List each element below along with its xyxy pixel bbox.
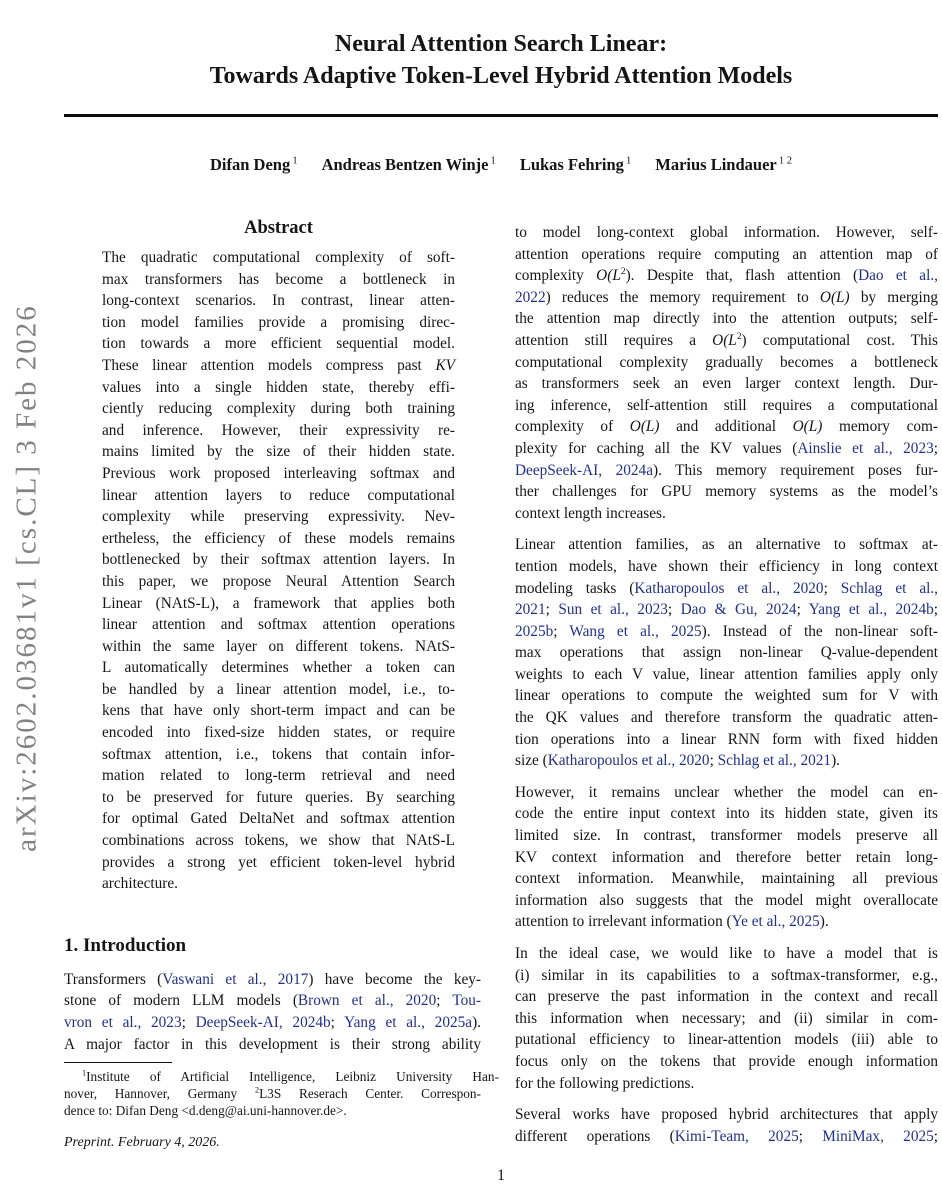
text-line — [515, 685, 938, 707]
footnote-block — [64, 1062, 499, 1151]
text-segment: ; — [933, 601, 938, 619]
text-line — [515, 578, 938, 600]
text-line — [515, 868, 938, 890]
text-segment: linear operations to compute the weighted sum for V with — [515, 687, 938, 705]
text-line — [102, 420, 455, 442]
text-segment: ; — [798, 1127, 823, 1145]
text-segment: linear attention and softmax attention operations — [102, 616, 455, 634]
text-segment: and additional — [659, 418, 793, 436]
text-line — [515, 556, 938, 578]
text-segment: tion operations into a linear RNN form with fixed hidden — [515, 730, 938, 748]
text-segment: Previous work proposed interleaving softmax and — [102, 464, 455, 482]
text-segment: to model long-context global information. However, self- — [515, 224, 938, 241]
paragraph — [515, 943, 938, 1094]
text-segment: KV context information and therefore better retain long- — [515, 848, 938, 866]
text-line — [102, 873, 455, 895]
text-segment: ). This memory requirement poses fur- — [653, 461, 939, 479]
text-line — [515, 330, 938, 352]
text-segment: (i) similar in its capabilities to a softmax-transformer, e.g., — [515, 966, 938, 984]
text-segment: ther challenges for GPU memory systems as the model’s — [515, 483, 938, 501]
text-segment: ; — [667, 601, 681, 619]
text-segment: stone of modern LLM models ( — [64, 992, 298, 1010]
text-segment: complexity of — [515, 418, 630, 436]
citation-link[interactable]: Katharopoulos et al., 2020 — [634, 579, 824, 597]
text-line — [515, 1029, 938, 1051]
text-segment: ) have become the key- — [308, 970, 482, 988]
text-line — [64, 1102, 481, 1119]
text-segment: ; — [933, 1127, 939, 1145]
text-segment: ; — [330, 1014, 345, 1031]
text-segment: bottlenecked by their softmax attention layers. In — [102, 551, 455, 569]
text-line — [515, 438, 938, 460]
text-line — [515, 1104, 938, 1126]
citation-link[interactable]: vron et al., 2023 — [64, 1014, 182, 1031]
text-segment: information also suggests that the model might overallocate — [515, 891, 938, 909]
citation-link[interactable]: Dao et al., — [858, 267, 938, 285]
citation-link[interactable]: Tou- — [452, 992, 481, 1010]
text-segment: this information when necessary; and (ii) similar in com- — [515, 1009, 938, 1027]
text-segment: O(L — [596, 267, 621, 285]
text-line — [102, 549, 455, 571]
text-segment: ; — [553, 622, 570, 640]
text-segment: complexity — [515, 267, 597, 285]
text-segment: encoded into fixed-size hidden states, or require — [102, 724, 455, 742]
text-segment: ; — [436, 992, 453, 1010]
footnote-rule — [64, 1062, 172, 1063]
text-segment: limited size. In contrast, transformer models preserve all — [515, 827, 938, 845]
text-line — [515, 287, 938, 309]
citation-link[interactable]: Katharopoulos et al., 2020 — [547, 752, 710, 770]
paper-title-line1: Neural Attention Search Linear: — [334, 31, 668, 57]
text-line — [515, 352, 938, 374]
text-segment: be handled by a linear attention model, i.e., to- — [102, 680, 455, 698]
text-line — [64, 990, 481, 1012]
text-line — [64, 1034, 481, 1056]
abstract-heading: Abstract — [244, 218, 313, 238]
text-segment: ). — [819, 913, 829, 931]
text-segment: linear attention layers to reduce computational — [102, 486, 455, 504]
text-line — [515, 965, 938, 987]
left-column — [64, 216, 481, 1055]
text-segment: dence to: Difan Deng <d.deng@ai.uni-hannover.de>. — [64, 1103, 347, 1119]
author-name: Lukas Fehring $^1$ — [519, 155, 632, 174]
text-segment: 2 — [620, 267, 626, 278]
text-line — [515, 1126, 938, 1148]
paragraph — [515, 1104, 938, 1147]
text-segment: ertheless, the efficiency of these models remains — [102, 529, 455, 547]
text-segment: provides a strong yet efficient token-level hybrid — [102, 853, 455, 871]
text-segment: the QK values and therefore transform the quadratic atten- — [515, 709, 938, 727]
text-line — [102, 398, 455, 420]
text-line — [515, 481, 938, 503]
text-segment: computational complexity gradually becomes a bottleneck — [515, 353, 938, 371]
text-segment: ) reduces the memory requirement to — [545, 288, 820, 306]
text-line — [515, 1073, 938, 1095]
citation-link[interactable]: MiniMax, 2025 — [822, 1127, 934, 1145]
text-segment: Linear (NAtS-L), a framework that applies both — [102, 594, 455, 612]
text-line — [515, 782, 938, 804]
text-segment: Institute of Artificial Intelligence, Leibniz University Han- — [86, 1069, 499, 1084]
text-line — [64, 1068, 499, 1085]
text-segment: However, it remains unclear whether the model can en- — [515, 783, 938, 801]
citation-link[interactable]: 2022 — [515, 288, 546, 306]
author-affiliation-sup: 1 — [623, 155, 632, 167]
text-line — [515, 707, 938, 729]
text-segment: ciently reducing complexity during both training — [102, 400, 455, 418]
paragraph — [515, 782, 938, 933]
text-line — [515, 621, 938, 643]
text-segment: ). Instead of the non-linear soft- — [701, 622, 938, 640]
text-segment: as transformers seek an even larger context length. Dur- — [515, 375, 938, 393]
paragraph — [515, 222, 938, 524]
text-line — [102, 679, 455, 701]
text-segment: context length increases. — [515, 504, 666, 522]
text-segment: The quadratic computational complexity of soft- — [102, 249, 455, 266]
text-line — [515, 265, 938, 287]
text-segment: combinations across tokens, we show that NAtS-L — [102, 832, 455, 850]
text-segment: within the same layer on different tokens. NAtS- — [102, 637, 455, 655]
citation-link[interactable]: Yang et al., 2024b — [808, 601, 934, 619]
text-line — [102, 377, 455, 399]
text-line — [64, 969, 481, 991]
title-rule — [64, 114, 938, 117]
text-line — [102, 765, 455, 787]
text-segment: by merging — [849, 288, 938, 306]
text-segment: ; — [545, 601, 559, 619]
text-segment: ing inference, self-attention still requires a computational — [515, 396, 938, 414]
right-column — [515, 222, 938, 1147]
text-line — [102, 614, 455, 636]
text-segment: max transformers has become a bottleneck in — [102, 270, 455, 288]
text-segment: mation related to long-term retrieval and need — [102, 767, 455, 785]
text-line — [515, 503, 938, 525]
text-segment: ; — [181, 1014, 196, 1031]
text-segment: O(L — [712, 331, 737, 349]
text-segment: complexity while preserving expressivity. Nev- — [102, 508, 455, 526]
paper-title-line2: Towards Adaptive Token-Level Hybrid Attention Models — [209, 63, 793, 89]
text-line — [515, 911, 938, 933]
text-line — [102, 787, 455, 809]
text-segment: memory com- — [822, 418, 938, 436]
text-line — [102, 808, 455, 830]
text-segment: kens that have only short-term impact and can be — [102, 702, 455, 720]
text-segment: modeling tasks ( — [515, 579, 635, 597]
text-segment: O(L) — [819, 288, 850, 306]
citation-link[interactable]: 2025b — [515, 622, 554, 640]
text-segment: the attention map directly into the attention outputs; self- — [515, 310, 938, 328]
text-line — [515, 222, 938, 244]
text-line — [102, 852, 455, 874]
text-line — [515, 373, 938, 395]
text-segment: for the following predictions. — [515, 1074, 695, 1092]
author-name: Difan Deng $^1$ — [210, 155, 298, 174]
text-line — [102, 722, 455, 744]
text-line — [515, 534, 938, 556]
text-line — [102, 333, 455, 355]
text-segment: softmax attention, i.e., tokens that contain infor- — [102, 745, 455, 763]
citation-link[interactable]: Brown et al., 2020 — [297, 992, 437, 1010]
text-segment: L3S Reserach Center. Correspon- — [259, 1086, 481, 1102]
text-segment: mains limited by the size of their hidden state. — [102, 443, 455, 461]
author-name: Andreas Bentzen Winje $^1$ — [321, 155, 496, 174]
text-line — [515, 416, 938, 438]
text-segment: attention operations require computing an attention map of — [515, 245, 938, 263]
paragraph — [515, 534, 938, 772]
text-line — [102, 593, 455, 615]
citation-link[interactable]: Schlag et al., 2021 — [717, 752, 832, 770]
citation-link[interactable]: Vaswani et al., 2017 — [162, 970, 309, 988]
text-line — [102, 269, 455, 291]
text-line — [102, 744, 455, 766]
text-segment: L automatically determines whether a token can — [102, 659, 455, 677]
text-line — [102, 485, 455, 507]
text-segment: tion towards a more efficient sequential model. — [102, 335, 455, 353]
text-line — [515, 395, 938, 417]
text-segment: and inference. However, their expressivity re- — [102, 421, 455, 439]
text-segment: ). — [472, 1014, 481, 1031]
author-list — [64, 155, 938, 175]
text-segment: for optimal Gated DeltaNet and softmax attention — [102, 810, 455, 828]
text-segment: Several works have proposed hybrid architectures that apply — [515, 1106, 938, 1124]
text-segment: can preserve the past information in the context and recall — [515, 988, 938, 1006]
text-line — [102, 657, 455, 679]
arxiv-watermark: arXiv:2602.03681v1 [cs.CL] 3 Feb 2026 — [10, 304, 43, 852]
citation-link[interactable]: Sun et al., 2023 — [558, 601, 668, 619]
text-segment: ). Despite that, flash attention ( — [625, 267, 859, 285]
text-segment: 1 — [82, 1068, 87, 1078]
author-affiliation-sup: 1 — [290, 155, 298, 167]
author-name: Marius Lindauer $^{1 2}$ — [655, 155, 792, 174]
text-segment: plexity for caching all the KV values ( — [515, 439, 798, 457]
section-heading-introduction: 1. Introduction — [64, 934, 187, 956]
text-segment: ; — [709, 752, 718, 770]
citation-link[interactable]: Kimi-Team, 2025 — [674, 1127, 799, 1145]
introduction-paragraph — [64, 969, 481, 1055]
text-segment: long-context scenarios. In contrast, linear atten- — [102, 292, 455, 310]
text-segment: to be preserved for future queries. By searching — [102, 788, 455, 806]
text-line — [64, 1085, 481, 1102]
preprint-note: Preprint. February 4, 2026. — [64, 1134, 220, 1150]
citation-link[interactable]: Yang et al., 2025a — [344, 1014, 473, 1031]
text-line — [64, 1012, 481, 1034]
citation-link[interactable]: Dao & Gu, 2024 — [680, 601, 797, 619]
text-line — [102, 312, 455, 334]
text-line — [102, 700, 455, 722]
text-segment: ; — [933, 439, 939, 457]
text-line — [515, 460, 938, 482]
text-line — [515, 847, 938, 869]
citation-link[interactable]: Schlag et al., — [840, 579, 939, 597]
citation-link[interactable]: Ye et al., 2025 — [731, 913, 820, 931]
text-segment: 2 — [736, 331, 742, 342]
text-segment: tention models, have shown their efficiency in long context — [515, 557, 938, 575]
page-number: 1 — [497, 1167, 505, 1184]
title-block — [64, 28, 938, 92]
text-line — [102, 528, 455, 550]
text-line — [515, 244, 938, 266]
author-affiliation-sup: 1 2 — [776, 155, 792, 167]
text-line — [515, 750, 938, 772]
text-segment: values into a single hidden state, thereby effi- — [102, 378, 455, 396]
text-line — [515, 1051, 938, 1073]
citation-link[interactable]: Wang et al., 2025 — [569, 622, 702, 640]
citation-link[interactable]: 2021 — [515, 601, 546, 619]
text-segment: attention to irrelevant information ( — [515, 913, 732, 931]
text-segment: These linear attention models compress past — [102, 356, 436, 374]
citation-link[interactable]: DeepSeek-AI, 2024a — [515, 461, 653, 479]
text-line — [102, 290, 455, 312]
footnote-text — [64, 1068, 499, 1120]
text-segment: context information. Meanwhile, maintaining all previous — [515, 870, 938, 888]
text-segment: KV — [435, 356, 455, 374]
text-line — [102, 247, 455, 269]
text-line — [515, 943, 938, 965]
text-segment: different operations ( — [515, 1127, 675, 1145]
author-affiliation-sup: 1 — [488, 155, 496, 167]
text-segment: tion model families provide a promising direc- — [102, 313, 455, 331]
citation-link[interactable]: DeepSeek-AI, 2024b — [195, 1014, 331, 1031]
text-segment: focus only on the tokens that provide enough information — [515, 1052, 938, 1070]
text-segment: weights to each V value, linear attention families apply only — [515, 665, 938, 683]
text-segment: nover, Hannover, Germany — [64, 1086, 255, 1102]
text-line — [515, 729, 938, 751]
text-line — [515, 986, 938, 1008]
text-line — [515, 1008, 938, 1030]
text-line — [102, 506, 455, 528]
text-line — [102, 441, 455, 463]
text-segment: A major factor in this development is their strong ability — [64, 1035, 481, 1053]
text-segment: ; — [823, 579, 841, 597]
text-segment: 2 — [254, 1085, 260, 1095]
text-line — [515, 803, 938, 825]
text-segment: attention still requires a — [515, 331, 713, 349]
text-line — [102, 571, 455, 593]
citation-link[interactable]: Ainslie et al., 2023 — [797, 439, 934, 457]
text-line — [102, 830, 455, 852]
text-segment: Linear attention families, as an alternative to softmax at- — [515, 536, 938, 554]
text-segment: O(L) — [792, 418, 823, 436]
text-segment: max operations that assign non-linear Q-value-dependent — [515, 644, 938, 662]
text-line — [515, 308, 938, 330]
text-line — [102, 636, 455, 658]
text-segment: architecture. — [102, 875, 179, 893]
text-segment: ) computational cost. This — [741, 331, 938, 349]
text-segment: putational efficiency to linear-attention models (iii) able to — [515, 1031, 938, 1049]
text-segment: Transformers ( — [64, 970, 163, 988]
text-line — [102, 355, 455, 377]
text-segment: ). — [831, 752, 840, 770]
text-line — [515, 642, 938, 664]
text-line — [102, 463, 455, 485]
text-segment: size ( — [515, 752, 548, 770]
text-line — [515, 599, 938, 621]
text-line — [515, 890, 938, 912]
text-segment: In the ideal case, we would like to have a model that is — [515, 945, 938, 962]
text-segment: this paper, we propose Neural Attention Search — [102, 572, 455, 590]
text-segment: O(L) — [629, 418, 660, 436]
text-line — [515, 664, 938, 686]
text-line — [515, 825, 938, 847]
abstract-body — [102, 247, 455, 895]
text-segment: code the entire input context into its hidden state, given its — [515, 805, 938, 823]
text-segment: ; — [796, 601, 809, 619]
